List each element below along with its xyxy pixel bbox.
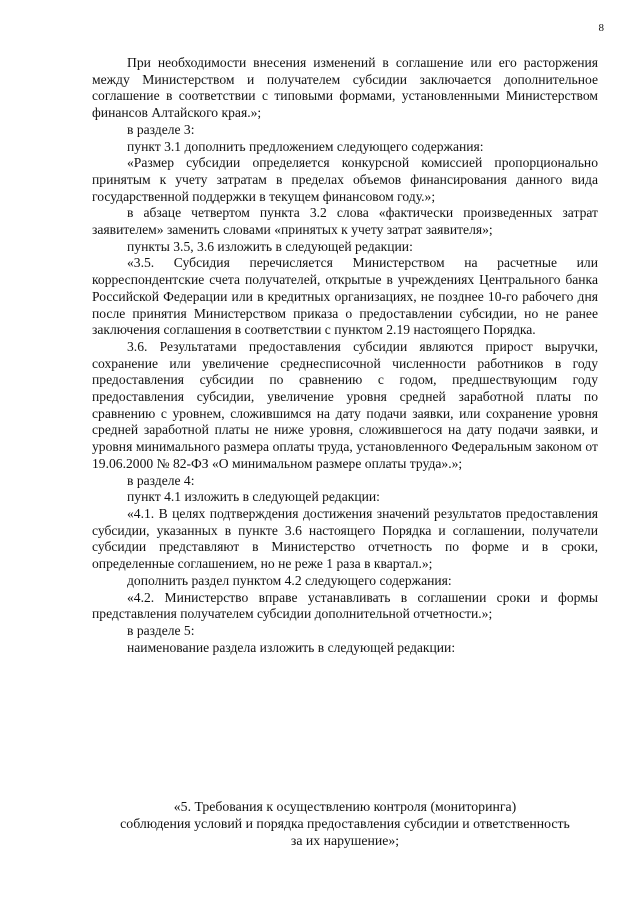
paragraph-3: пункт 3.1 дополнить предложением следующего содержания: <box>127 138 484 154</box>
paragraph-1: При необходимости внесения изменений в соглашение или его расторжения между Министерством и получателем субсидии заключается дополнительное соглашение в соответствии с типовыми формами, установленными Министерством финансов Алтайского края.»; <box>92 55 598 121</box>
paragraph-12: дополнить раздел пунктом 4.2 следующего содержания: <box>127 572 452 588</box>
paragraph-14: в разделе 5: <box>127 622 195 638</box>
paragraph-9: в разделе 4: <box>127 472 195 488</box>
section-title-line-1: «5. Требования к осуществлению контроля (мониторинга) <box>173 799 517 814</box>
paragraph-6: пункты 3.5, 3.6 изложить в следующей редакции: <box>127 238 413 254</box>
paragraph-5: в абзаце четвертом пункта 3.2 слова «фактически произведенных затрат заявителем» заменить словами «принятых к учету затрат заявителя»; <box>92 205 598 238</box>
paragraph-11: «4.1. В целях подтверждения достижения значений результатов предоставления субсидии, указанных в пункте 3.6 настоящего Порядка и соглашении, получатели субсидии представляют в Министерство отчетность по форме и в сроки, определенные соглашением, но не реже 1 раза в квартал.»; <box>92 505 598 572</box>
paragraph-15: наименование раздела изложить в следующей редакции: <box>127 639 456 655</box>
paragraph-4: «Размер субсидии определяется конкурсной комиссией пропорционально принятым к учету затратам в пределах объемов финансирования данного вида государственной поддержки в текущем финансовом году.»; <box>92 155 598 204</box>
document-body <box>92 55 598 656</box>
section-title <box>80 799 610 849</box>
paragraph-10: пункт 4.1 изложить в следующей редакции: <box>127 489 380 505</box>
paragraph-2: в разделе 3: <box>127 121 195 137</box>
section-title-line-2: соблюдения условий и порядка предоставления субсидии и ответственность <box>120 815 570 831</box>
section-title-line-3: за их нарушение»; <box>290 832 400 848</box>
paragraph-8: 3.6. Результатами предоставления субсидии являются прирост выручки, сохранение или увеличение среднесписочной численности работников в году предоставления субсидии по сравнению с годом, предшествующим году предоставления субсидии, увеличение уровня средней заработной платы по сравнению с уровнем, сложившимся на дату подачи заявки, или сохранение уровня средней заработной платы не ниже уровня, сложившегося на дату подачи заявки, и уровня минимального размера оплаты труда, установленного Федеральным законом от 19.06.2000 № 82-ФЗ «О минимальном размере оплаты труда».»; <box>92 338 598 471</box>
paragraph-13: «4.2. Министерство вправе устанавливать в соглашении сроки и формы представления получателем субсидии дополнительной отчетности.»; <box>92 589 598 622</box>
paragraph-7: «3.5. Субсидия перечисляется Министерством на расчетные или корреспондентские счета получателей, открытые в учреждениях Центрального банка Российской Федерации или в кредитных организациях, не позднее 10-го рабочего дня после принятия Министерством приказа о предоставлении субсидии, но не ранее заключения соглашения в соответствии с пунктом 2.19 настоящего Порядка. <box>92 255 598 338</box>
page-number: 8 <box>598 22 604 34</box>
